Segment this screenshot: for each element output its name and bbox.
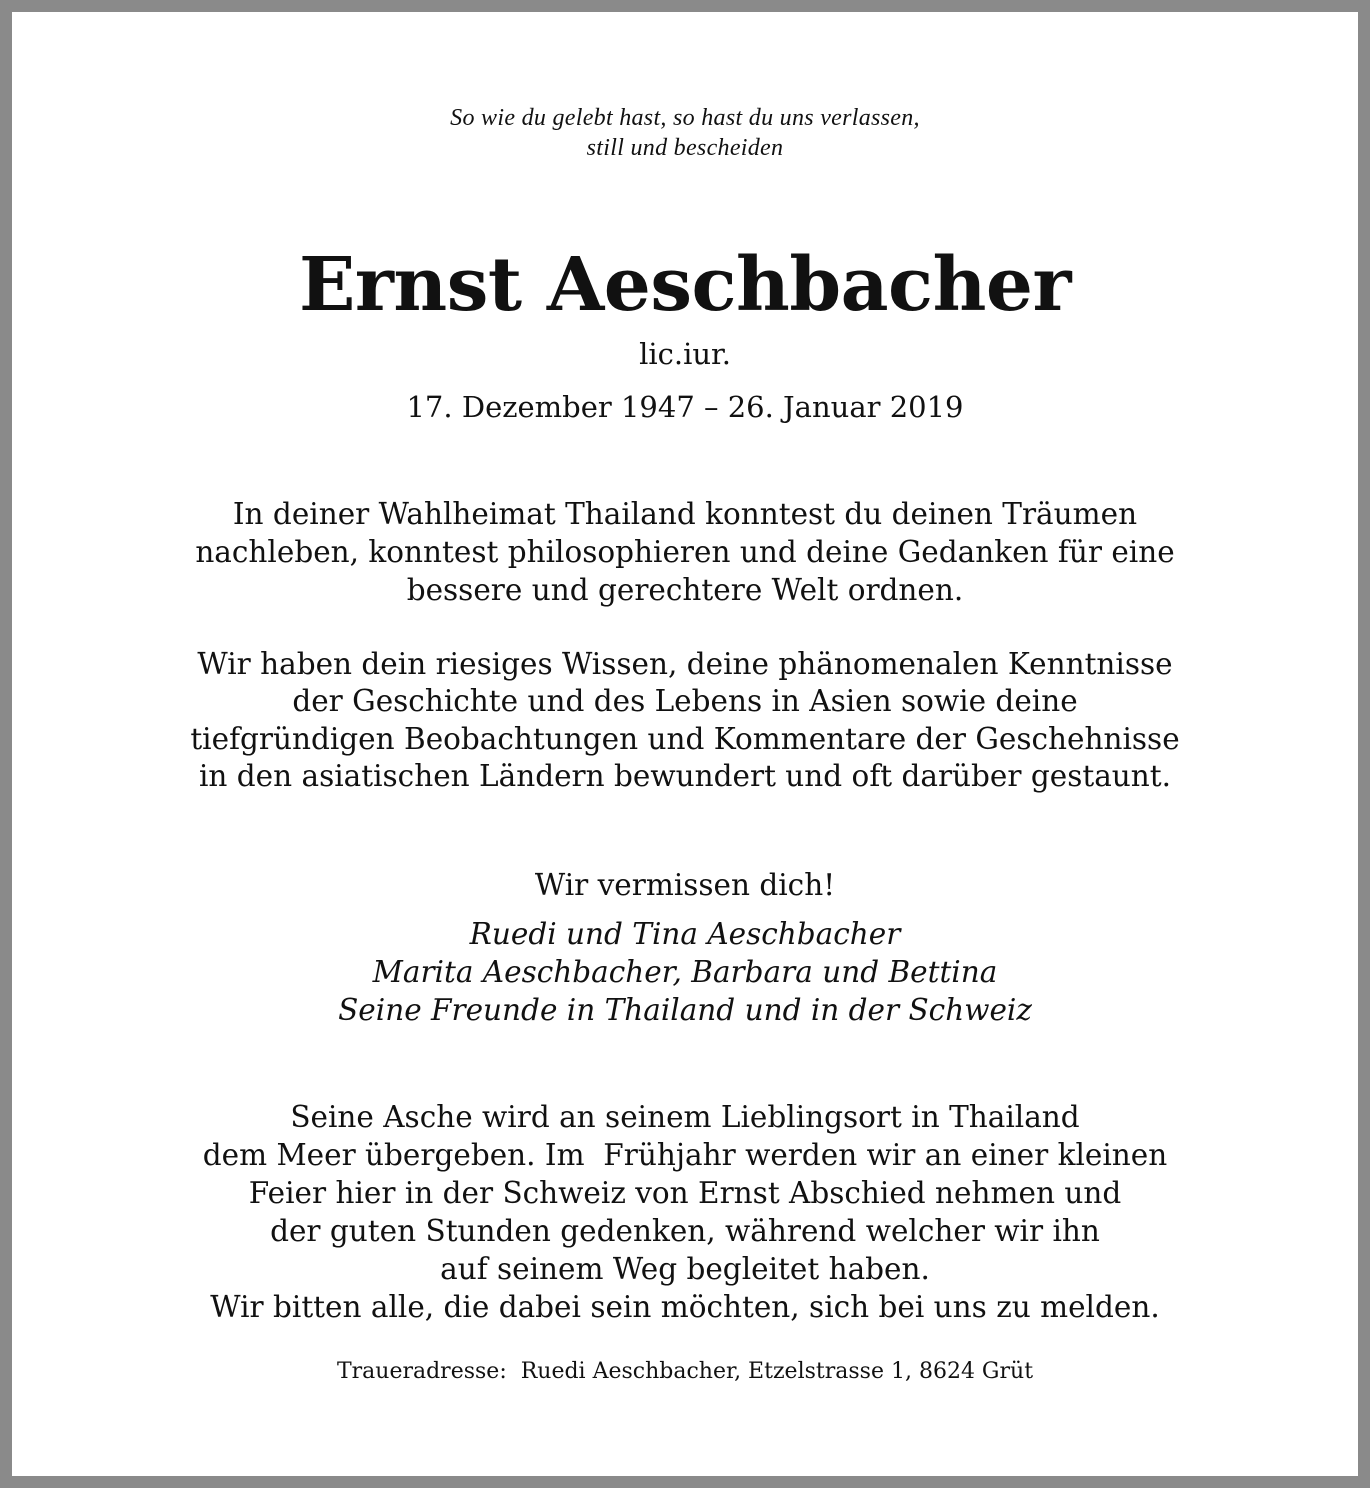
paragraph3-line: dem Meer übergeben. Im Frühjahr werden wir an einer kleinen: [202, 1138, 1168, 1172]
paragraph1-line: In deiner Wahlheimat Thailand konntest du deinen Träumen: [232, 497, 1138, 531]
paragraph1-line: bessere und gerechtere Welt ordnen.: [406, 573, 964, 607]
farewell-line: Wir vermissen dich!: [534, 868, 836, 902]
paragraph3-line: Feier hier in der Schweiz von Ernst Abschied nehmen und: [248, 1176, 1122, 1210]
paragraph3-line: der guten Stunden gedenken, während welcher wir ihn: [270, 1214, 1100, 1248]
paragraph1-line: nachleben, konntest philosophieren und deine Gedanken für eine: [195, 535, 1175, 569]
signer-line: Marita Aeschbacher, Barbara und Bettina: [372, 955, 998, 989]
motto-line-1: So wie du gelebt hast, so hast du uns verlassen,: [450, 105, 920, 131]
paragraph3-line: auf seinem Weg begleitet haben.: [440, 1252, 930, 1286]
motto-line-2: still und bescheiden: [586, 135, 784, 161]
signer-line: Seine Freunde in Thailand und in der Schweiz: [338, 993, 1032, 1027]
paragraph2-line: tiefgründigen Beobachtungen und Kommentare der Geschehnisse: [190, 722, 1180, 756]
paragraph3-line: Seine Asche wird an seinem Lieblingsort in Thailand: [290, 1100, 1080, 1134]
obituary-page: [12, 12, 1358, 1476]
paragraph2-line: in den asiatischen Ländern bewundert und oft darüber gestaunt.: [198, 759, 1172, 793]
deceased-name: Ernst Aeschbacher: [299, 242, 1071, 328]
mourning-address: Traueradresse: Ruedi Aeschbacher, Etzelstrasse 1, 8624 Grüt: [336, 1359, 1034, 1384]
academic-title: lic.iur.: [639, 337, 731, 371]
signer-line: Ruedi und Tina Aeschbacher: [469, 917, 901, 951]
paragraph2-line: Wir haben dein riesiges Wissen, deine phänomenalen Kenntnisse: [197, 647, 1173, 681]
life-dates: 17. Dezember 1947 – 26. Januar 2019: [406, 390, 964, 424]
paragraph2-line: der Geschichte und des Lebens in Asien sowie deine: [292, 684, 1078, 718]
paragraph3-line: Wir bitten alle, die dabei sein möchten, sich bei uns zu melden.: [210, 1290, 1160, 1324]
